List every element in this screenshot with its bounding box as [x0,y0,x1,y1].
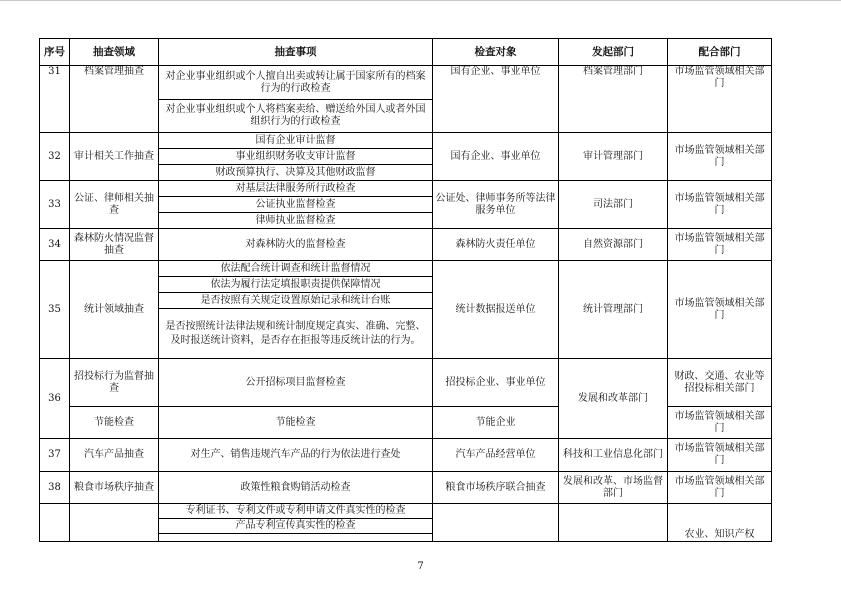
item-cell: 依法为履行法定填报职责提供保障情况 [159,277,433,293]
cooperator-cell: 财政、交通、农业等招投标相关部门 [668,359,772,407]
domain-cell: 公证、律师相关抽查 [70,181,159,229]
seq-cell: 35 [40,261,70,359]
table-row [40,472,772,504]
initiator-cell: 档案管理部门 [559,66,668,133]
item-cell [159,534,433,542]
cooperator-cell: 市场监管领域相关部门 [668,439,772,472]
table-row [40,504,772,519]
item-cell: 公开招标项目监督检查 [159,359,433,407]
target-cell: 招投标企业、事业单位 [433,359,559,407]
header-domain: 抽查领域 [70,39,159,66]
cooperator-cell: 市场监管领域相关部门 [668,472,772,504]
seq-cell: 31 [40,66,70,133]
table-row [40,66,772,100]
item-cell: 节能检查 [159,407,433,439]
table-row [40,133,772,149]
seq-cell: 32 [40,133,70,181]
header-initiator: 发起部门 [559,39,668,66]
seq-cell: 36 [40,359,70,439]
item-cell: 依法配合统计调查和统计监督情况 [159,261,433,277]
cooperator-cell: 市场监管领域相关部门 [668,407,772,439]
domain-cell: 招投标行为监督抽查 [70,359,159,407]
table-row [40,181,772,197]
initiator-cell: 发展和改革部门 [559,359,668,439]
item-cell: 政策性粮食购销活动检查 [159,472,433,504]
target-cell: 国有企业、事业单位 [433,133,559,181]
target-cell: 统计数据报送单位 [433,261,559,359]
target-cell: 粮食市场秩序联合抽查 [433,472,559,504]
initiator-cell: 发展和改革、市场监督部门 [559,472,668,504]
header-row [40,39,772,66]
item-cell: 事业组织财务收支审计监督 [159,149,433,165]
header-cooperator: 配合部门 [668,39,772,66]
cooperator-cell: 农业、知识产权 [668,504,772,542]
header-seq: 序号 [40,39,70,66]
seq-cell: 33 [40,181,70,229]
initiator-cell: 审计管理部门 [559,133,668,181]
initiator-cell: 科技和工业信息化部门 [559,439,668,472]
header-item: 抽查事项 [159,39,433,66]
cooperator-cell: 市场监管领域相关部门 [668,261,772,359]
cooperator-cell: 市场监管领域相关部门 [668,133,772,181]
target-cell: 森林防火责任单位 [433,229,559,261]
item-cell: 对企业事业组织或个人将档案卖给、赠送给外国人或者外国组织行为的行政检查 [159,100,433,133]
page-number: 7 [417,561,424,572]
seq-cell: 38 [40,472,70,504]
item-cell: 公证执业监督检查 [159,197,433,213]
initiator-cell: 自然资源部门 [559,229,668,261]
target-cell: 公证处、律师事务所等法律服务单位 [433,181,559,229]
item-cell: 律师执业监督检查 [159,213,433,229]
table-row [40,229,772,261]
target-cell: 国有企业、事业单位 [433,66,559,133]
seq-cell: 34 [40,229,70,261]
domain-cell: 汽车产品抽查 [70,439,159,472]
top-rule [0,0,841,1]
initiator-cell [559,504,668,542]
cooperator-cell: 市场监管领域相关部门 [668,181,772,229]
item-cell: 专利证书、专利文件或专利申请文件真实性的检查 [159,504,433,519]
table-row [40,439,772,472]
item-cell: 是否按照统计法律法规和统计制度规定真实、准确、完整、及时报送统计资料，是否存在拒报等违反统计法的行为。 [159,309,433,359]
domain-cell: 森林防火情况监督抽查 [70,229,159,261]
item-cell: 财政预算执行、决算及其他财政监督 [159,165,433,181]
item-cell: 对基层法律服务所行政检查 [159,181,433,197]
seq-cell [40,504,70,542]
domain-cell [70,504,159,542]
item-cell: 是否按照有关规定设置原始记录和统计台账 [159,293,433,309]
seq-cell: 37 [40,439,70,472]
item-cell: 对企业事业组织或个人擅自出卖或转让属于国家所有的档案行为的行政检查 [159,66,433,100]
item-cell: 国有企业审计监督 [159,133,433,149]
domain-cell: 审计相关工作抽查 [70,133,159,181]
cooperator-cell: 市场监管领域相关部门 [668,66,772,133]
initiator-cell: 统计管理部门 [559,261,668,359]
table-row [40,261,772,277]
inspection-table [39,38,772,542]
cooperator-cell: 市场监管领域相关部门 [668,229,772,261]
domain-cell: 档案管理抽查 [70,66,159,133]
table-row [40,359,772,407]
header-target: 检查对象 [433,39,559,66]
domain-cell: 统计领域抽查 [70,261,159,359]
target-cell: 节能企业 [433,407,559,439]
item-cell: 对森林防火的监督检查 [159,229,433,261]
target-cell: 汽车产品经营单位 [433,439,559,472]
domain-cell: 粮食市场秩序抽查 [70,472,159,504]
initiator-cell: 司法部门 [559,181,668,229]
domain-cell: 节能检查 [70,407,159,439]
item-cell: 产品专利宣传真实性的检查 [159,519,433,534]
target-cell [433,504,559,542]
item-cell: 对生产、销售违规汽车产品的行为依法进行查处 [159,439,433,472]
